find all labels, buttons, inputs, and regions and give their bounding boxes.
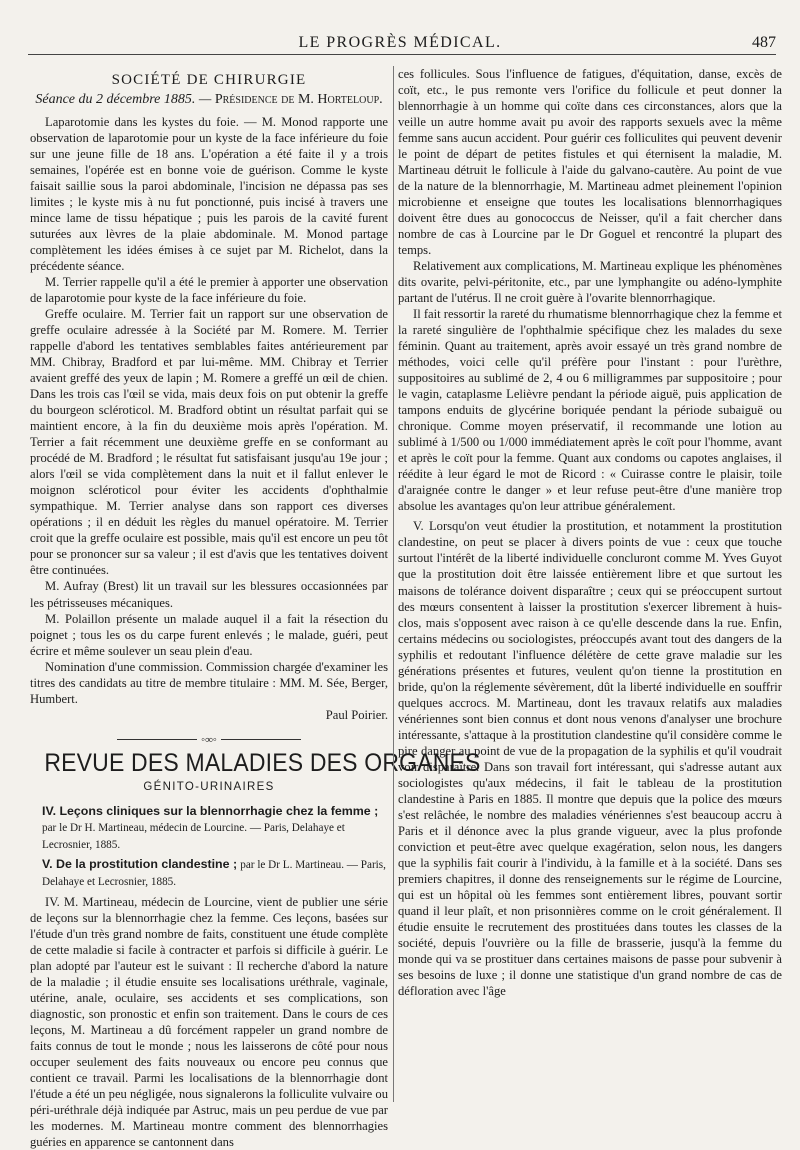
header-rule xyxy=(28,54,776,55)
review-subtitle: GÉNITO-URINAIRES xyxy=(143,780,275,793)
paragraph-complications: Relativement aux complications, M. Martineau explique les phénomènes dits ovarite, pelvi-péritonite, etc., par une lymphangite ou adéno-lymphite partant de l'utérus. Il ne croit guère à l'ovarite blennorrhagique. xyxy=(398,259,782,306)
paragraph-prostitution: V. Lorsqu'on veut étudier la prostitution, et notamment la prostitution clandestine, on peut se placer à divers points de vue : ceux que touche surtout l'intérêt de la liberté individuelle concluront comme M. Yves Guyot que la prostitution doit être laissée entièrement libre et que surtout les maisons de tolérance doivent disparaître ; ceux qui se préoccupent surtout des mœurs consentent à laisser la prostitution s'exercer librement à huis-clos, mais s'opposent avec raison à ce qu'elle descende dans la rue. Enfin, certains médecins ou sociologistes, préoccupés avant tout des dangers de la syphilis et redoutant l'influence délétère de cette grave maladie sur les générations présentes et futures, veulent qu'on tienne la prostitution en bride, qu'on la réglemente sévèrement, dût la liberté individuelle en souffrir quelques accrocs. M. Martineau, dont les travaux relatifs aux maladies vénériennes sont bien connus et dont nous venons d'analyser une brochure intéressante, s'attaque à la prostitution clandestine qu'il considère comme le pire danger au point de vue de la propagation de la syphilis et qu'il voudrait voir disparaître. Dans son travail fort intéressant, qui s'adresse autant aux sociologistes qu'aux médecins, il fait le tableau de la prostitution clandestine à Paris en 1885. Il montre que depuis que la police des mœurs s'est relâchée, le nombre des maladies vénériennes s'est beaucoup accru à Paris et il dénonce avec la plus grande vigueur, avec la plus profonde conviction et peut-être avec quelque exagération, selon nous, les dangers que la syphilis fait courir à l'individu, à la famille et à la société. Dans ses premiers chapitres, il donne des renseignements sur le régime de Lourcine, qui est un hôpital où les femmes sont entièrement libres, pouvant sortir quand il leur plaît, et non prisonnières comme on le croit généralement. Il étudie ensuite le recrutement des prostituées dans toutes les classes de la société, depuis l'ouvrière ou la fille de brasserie, jusqu'à la femme du monde qui va se prostituer dans certaines maisons de passe pour subvenir à ses besoins de luxe ; il donne une statistique d'un grand nombre de cas de défloration avec l'âge xyxy=(398,519,782,998)
section-ornament xyxy=(30,731,388,746)
bibliography-publication: par le Dr L. Martineau. — Paris, Delahaye et Lecrosnier, 1885. xyxy=(42,858,386,888)
paragraph-traitement: Il fait ressortir la rareté du rhumatisme blennorrhagique chez la femme et la rareté singulière de l'ophthalmie spécifique chez les malades du sexe féminin. Quant au traitement, après avoir essayé un très grand nombre de méthodes, voici celle qu'il préfère pour l'instant : pour l'urèthre, suppositoires au sublimé de 2, 4 ou 6 milligrammes par suppositoire ; pour le vagin, cataplasme Lelièvre pendant la période aiguë, puis application de tampons enduits de glycérine boriquée pendant la période subaiguë ou chronique. Comme moyen préservatif, il recommande une lotion au sublimé à 1/500 ou 1/000 immédiatement après le coït pour l'homme, avant et après le coït pour la femme. Quant aux condoms ou capotes anglaises, il réédite à leur égard le mot de Ricord : « Cuirasse contre le plaisir, toile d'araignée contre le danger » et leur refuse peut-être d'une manière trop absolue les avantages qu'on leur attribue généralement. xyxy=(398,307,782,514)
signature: Paul Poirier. xyxy=(325,707,388,722)
sitting-line xyxy=(30,92,388,108)
paragraph-terrier-note: M. Terrier rappelle qu'il a été le premier à apporter une observation de laparotomie pour kyste de la face inférieure du foie. xyxy=(30,275,388,306)
running-title: LE PROGRÈS MÉDICAL. xyxy=(298,34,502,51)
review-paragraph-iv: IV. M. Martineau, médecin de Lourcine, vient de publier une série de leçons sur la blennorrhagie chez la femme. Ces leçons, basées sur l'étude d'un très grand nombre de faits, constituent une étude complète de cette maladie si facile à contracter et parfois si difficile à guérir. Le plan adopté par l'auteur est le suivant : Il recherche d'abord la nature de la maladie ; il étudie ensuite ses localisations uréthrale, vaginale, utérine, anale, oculaire, ses accidents et ses complications, son diagnostic, son pronostic et enfin son traitement. Dans le cours de ces leçons, M. Martineau a dû forcément rappeler un grand nombre de faits connus de tout le monde ; nous les laisserons de côté pour nous occuper seulement des faits nouveaux ou encore peu connus que contient ce travail. Parmi les localisations de la blennorrhagie dont l'étude a été un peu négligée, nous signalerons la folliculite vulvaire ou péri-uréthrale déjà indiquée par Astruc, mais un peu perdue de vue par les modernes. M. Martineau montre comment des blennorrhagies guéries en apparence se cantonnent dans xyxy=(30,894,388,1149)
column-divider xyxy=(393,66,394,1102)
page-number: 487 xyxy=(752,34,776,51)
ornament-rule-right xyxy=(221,739,301,740)
paragraph-polaillon: M. Polaillon présente un malade auquel il a fait la résection du poignet ; tous les os du carpe furent enlevés ; le malade, guéri, peut écrire et même soulever un seau plein d'eau. xyxy=(30,611,388,658)
presidency: Présidence de M. Horteloup. xyxy=(214,92,383,108)
ornament-glyph: ◦∞◦ xyxy=(201,733,217,746)
bibliography-publication: par le Dr H. Martineau, médecin de Lourcine. — Paris, Delahaye et Lecrosnier, 1885. xyxy=(42,821,345,851)
review-title: REVUE DES MALADIES DES ORGANES xyxy=(44,748,481,777)
paragraph-greffe-oculaire: Greffe oculaire. M. Terrier fait un rapport sur une observation de greffe oculaire adressée à la Société par M. Romere. M. Terrier rappelle d'abord les tentatives semblables faites antérieurement par MM. Chibray, Bradford et par lui-même. MM. Chibray et Terrier avaient greffé des yeux de lapin ; M. Romere a greffé un œil de chien. Dans les trois cas l'œil se vida, mais deux fois on put obtenir la greffe du bourgeon scléroticol. M. Bradford obtint un résultat parfait qui se maintient encore, à la fin du deuxième mois après l'opération. M. Terrier a fait récemment une deuxième greffe en se conformant au procédé de M. Bradford ; le résultat fut satisfaisant jusqu'au 19e jour ; alors l'œil se vida complètement dans la nuit et il fallut enlever le moignon scléroticol pour éviter les accidents d'ophthalmie sympathique. M. Terrier analyse dans son rapport ces diverses opérations ; il en déduit les règles du manuel opératoire. M. Terrier croit que la greffe oculaire est possible, mais qu'il est encore un peu tôt pour se prononcer sur sa valeur ; il est d'avis que les tentatives doivent être continuées. xyxy=(30,307,388,578)
bibliography-entry-iv xyxy=(30,803,388,853)
paragraph-nomination: Nomination d'une commission. Commission chargée d'examiner les titres des candidats au titre de membre titulaire : MM. M. Sée, Berger, Humbert. xyxy=(30,659,388,706)
ornament-rule-left xyxy=(117,739,197,740)
page-header xyxy=(0,34,800,54)
right-column xyxy=(398,66,782,1106)
sitting-date: Séance du 2 décembre 1885. — xyxy=(35,92,212,108)
society-heading: SOCIÉTÉ DE CHIRURGIE xyxy=(111,72,307,88)
paragraph-follicules: ces follicules. Sous l'influence de fatigues, d'équitation, danse, excès de coït, etc., le pus remonte vers l'orifice du follicule et peut donner la blennorrhagie à un homme qui coïte dans ces circonstances, alors que la veille un autre homme avait pu avoir des rapports sexuels avec la même femme sans aucun accident. Pour guérir ces folliculites qui peuvent devenir le point de départ de petites fistules et qui éternisent la maladie, M. Martineau détruit le follicule à l'aide du galvano-cautère. Au point de vue de la nature de la blennorrhagie, M. Martineau admet pleinement l'opinion microbienne et enseigne que toutes les localisations blennorrhagiques doivent être dues au gonococcus de Neisser, qu'il a fait chercher dans nombre de cas à Lourcine par le Dr Goguel et rencontré la plupart des temps. xyxy=(398,67,782,258)
bibliography-title: V. De la prostitution clandestine ; xyxy=(42,856,238,871)
bibliography-title: IV. Leçons cliniques sur la blennorrhagie chez la femme ; xyxy=(42,803,379,818)
paragraph-aufray: M. Aufray (Brest) lit un travail sur les blessures occasionnées par les pétrisseuses mécaniques. xyxy=(30,579,388,610)
paragraph-laparotomie: Laparotomie dans les kystes du foie. — M. Monod rapporte une observation de laparotomie pour un kyste de la face inférieure du foie sur une jeune fille de 18 ans. L'opération a été faite il y a trois semaines, l'opérée est en bonne voie de guérison. Comme le kyste faisait saillie sous la paroi abdominale, l'incision ne dépassa pas ses limites ; le kyste mis à nu fut ponctionné, puis incisé à travers une mince lame de tissu hépatique ; puis les parois de la cavité furent suturées aux lèvres de la plaie abdominale. M. Monod partage complètement les idées émises à ce sujet par M. Richelot, dans la précédente séance. xyxy=(30,115,388,274)
left-column xyxy=(30,66,481,1149)
bibliography-entry-v xyxy=(30,856,388,890)
